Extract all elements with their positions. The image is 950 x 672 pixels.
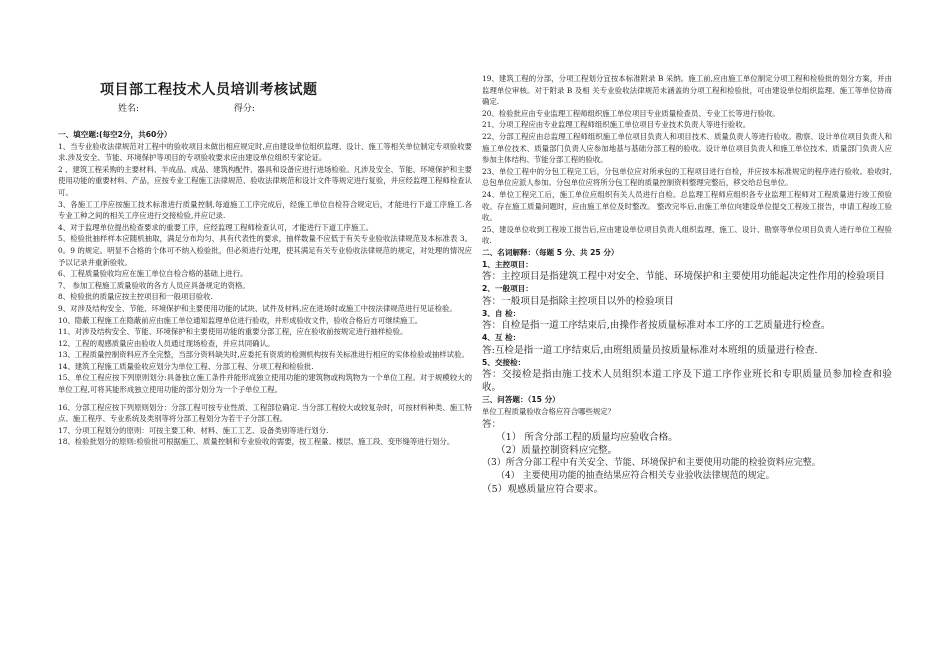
fill-item: 25、建设单位收到工程竣工报告后,应由建设单位项目负责人组织监理、施工、设计、勘察等单位项目负责人进行单位工程验收. [482, 224, 892, 246]
fill-item: 11、对涉及结构安全、节能、环境保护和主要使用功能的重要分部工程，应在验收前按规定进行抽样检验。 [58, 327, 408, 337]
fill-item: 3、各施工工序应按施工技术标准进行质量控制,每道施工工序完成后，经施工单位自检符合规定后，才能进行下道工序施工.各专业工种之间的相关工序应进行交接检验,并应记录. [58, 199, 472, 221]
fill-item: 20、检验批应由专业监理工程师组织施工单位项目专业质量检查员、专业工长等进行验收。 [482, 108, 780, 118]
fill-item: 22、分部工程应由总监理工程师组织施工单位项目负责人和项目技术、质量负责人等进行验收。勘察、设计单位项目负责人和施工单位技术、质量部门负责人应参加地基与基础分部工程的验收。设计单位项目负责人和施工单位技术、质量部门负责人应参加主体结构、节能分部工程的验收。 [482, 131, 892, 165]
term-answer: 答：自检是指一道工序结束后,由操作者按质量标准对本工序的工艺质量进行检查。 [482, 320, 831, 332]
answer-item: （5）观感质量应符合要求。 [482, 483, 604, 495]
fill-item: 23、单位工程中的分包工程完工后，分包单位应对所承包的工程项目进行自检，并应按本标准规定的程序进行验收。验收时,总包单位应派人参加。分包单位应将所分包工程的质量控制资料整理完整后，移交给总包单位。 [482, 166, 892, 188]
fill-item: 12、工程的观感质量应由验收人员通过现场检查，并应共同确认。 [58, 338, 275, 348]
fill-item: 2 、建筑工程采购的主要材料、半成品、成品、建筑构配件、器具和设备应进行进场检验。凡涉及安全、节能、环境保护和主要使用功能的重要材料、产品，应按专业工程施工法律规范、验收法律规范和设计文件等规定进行复验，并应经监理工程师检查认可。 [58, 164, 472, 197]
name-label: 姓名: [118, 104, 140, 114]
term-answer: 答：交接检是指由施工技术人员组织本道工序及下道工序作业班长和专职质量员参加检查和验收。 [482, 369, 892, 394]
fill-item: 10、隐蔽工程施工在隐蔽前应由施工单位通知监理单位进行验收，并形成验收文件，验收合格后方可继续施工。 [58, 315, 423, 325]
right-column [482, 73, 892, 496]
fill-item: 1、当专业验收法律规范对工程中的验收项目未做出相应规定时,应由建设单位组织监理、设计、施工等相关单位制定专项验收要求.涉及安全、节能、环境保护等项目的专项验收要求应由建设单位组织专家论证。 [58, 141, 472, 163]
left-column [58, 129, 472, 448]
fill-item: 4、对于监理单位提出检查要求的重要工序，应经监理工程师检查认可，才能进行下道工序施工。 [58, 222, 374, 232]
term-label: 5、交接检： [482, 357, 526, 367]
fill-item: 21、分项工程应由专业监理工程师组织施工单位项目专业技术负责人等进行验收。 [482, 120, 751, 130]
answer-item: （4） 主要使用功能的抽查结果应符合相关专业验收法律规范的规定。 [496, 470, 775, 481]
fill-item: 24、单位工程完工后，施工单位应组织有关人员进行自检。总监理工程师应组织各专业监理工程师对工程质量进行竣工预验收。存在施工质量问题时，应由施工单位及时整改。 整改完毕后,由施工单位向建设单位提交工程竣工报告，申请工程竣工验收。 [482, 189, 892, 223]
section2-heading: 二、名词解释：（每题 5 分、共 25 分） [482, 247, 619, 257]
answer-item: （2）质量控制资料应完整。 [496, 444, 618, 456]
fill-item: 17、分项工程划分的原则：可按主要工种、材料、施工工艺、设备类别等进行划分. [58, 425, 329, 435]
fill-item: 14、建筑工程施工质量验收应划分为单位工程、分部工程、分项工程和检验批. [58, 361, 314, 371]
fill-item: 13、工程质量控制资料应齐全完整，当部分资料缺失时,应委托有资质的检测机构按有关标准进行相应的实体检验或抽样试验。 [58, 350, 469, 360]
term-label: 3、自 检： [482, 308, 521, 318]
fill-item: 15、单位工程应按下列原则划分:具备独立施工条件并能形成独立使用功能的建筑物或构筑物为一个单位工程。对于规模较大的单位工程,可将其能形成独立使用功能的部分划分为一个子单位工程。 [58, 373, 472, 395]
name-score-row [118, 101, 255, 114]
fill-item: 7、 参加工程施工质量验收的各方人员应具备规定的资格。 [58, 280, 250, 290]
answer-label: 答： [482, 418, 502, 430]
question-text: 单位工程质量验收合格应符合哪些规定？ [482, 407, 616, 417]
term-answer: 答：主控项目是指建筑工程中对安全、节能、环境保护和主要使用功能起决定性作用的检验项目 [482, 271, 885, 283]
fill-item: 18、检验批划分的原则:检验批可根据施工、质量控制和专业验收的需要，按工程量、楼层、施工段、变形缝等进行划分。 [58, 437, 455, 447]
answer-item: （1） 所含分部工程的质量均应验收合格。 [496, 431, 678, 443]
term-answer: 答：一般项目是指除主控项目以外的检验项目 [482, 295, 674, 307]
term-label: 2、一般项目： [482, 284, 533, 294]
exam-title: 项目部工程技术人员培训考核试题 [100, 82, 318, 98]
section3-heading: 三、问答题：（15 分） [482, 395, 560, 405]
term-label: 1、主控项目： [482, 259, 533, 269]
section1-heading: 一、填空题:(每空2分，共60分） [58, 130, 172, 139]
fill-item: 8、检验批的质量应按主控项目和一般项目验收. [58, 292, 213, 302]
score-label: 得分: [233, 104, 255, 114]
fill-item: 9、对涉及结构安全、节能、环境保护和主要使用功能的试块、试件及材料,应在进场时或施工中按法律规范进行见证检验。 [58, 303, 457, 313]
fill-item: 16、分部工程应按下列原则划分：分部工程可按专业性质、工程部位确定. 当分部工程较大或较复杂时，可按材料种类、施工特点、施工程序、专业系统及类别等将分部工程划分为若干子分部工程。 [58, 402, 472, 424]
fill-item: 6、工程质量验收均应在施工单位自检合格的基础上进行。 [58, 269, 248, 279]
fill-item: 5、检验批抽样样本应随机抽取，满足分布均匀、具有代表性的要求，抽样数量不应低于有关专业验收法律规范及本标准表 3。0。9 的规定。明显不合格的个体可不纳入检验批，但必须进行处理，使其满足有关专业验收法律规范的规定，对处理的情况应予以记录并重新验收。 [58, 234, 472, 267]
term-label: 4、互 检： [482, 333, 521, 343]
fill-item: 19、建筑工程的分部，分项工程划分宜按本标准附录 B 采纳。施工前,应由施工单位制定分项工程和检验批的划分方案，并由监理单位审核。对于附录 B 及相 关专业验收法律规范未涵盖的分项工程和检验批，可由建设单位组织监理、施工等单位协商确定. [482, 74, 892, 107]
term-answer: 答:互检是指一道工序结束后,由班组质量员按质量标准对本班组的质量进行检查. [482, 344, 818, 356]
answer-item: （3）所含分部工程中有关安全、节能、环境保护和主要使用功能的检验资料应完整。 [482, 457, 821, 468]
